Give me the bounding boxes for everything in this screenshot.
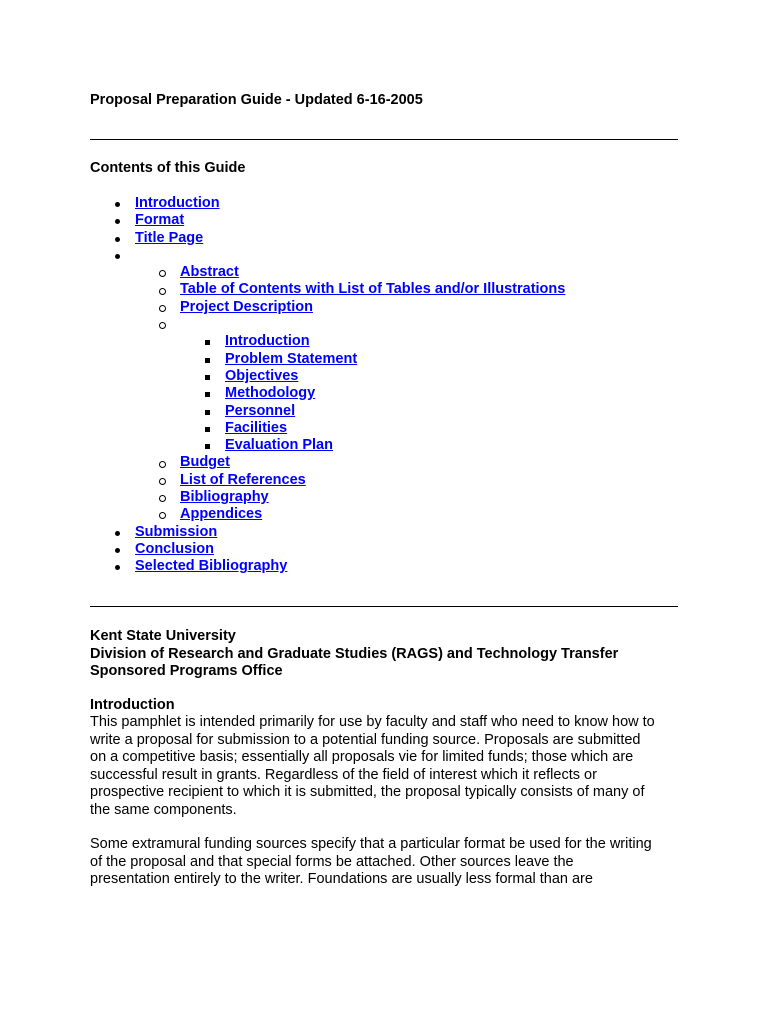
toc-link[interactable]: Conclusion bbox=[135, 540, 214, 557]
bullet-disc-icon bbox=[110, 541, 124, 558]
paragraph bbox=[90, 836, 680, 889]
toc-item[interactable] bbox=[90, 524, 678, 541]
toc-item[interactable] bbox=[90, 195, 678, 212]
toc-item[interactable] bbox=[90, 230, 678, 247]
toc-link[interactable]: Introduction bbox=[225, 333, 310, 350]
bullet-square-icon bbox=[200, 333, 214, 350]
bullet-circle-icon bbox=[155, 506, 169, 523]
paragraph-line: of the proposal and that special forms be attached. Other sources leave the bbox=[90, 853, 574, 870]
toc-item[interactable] bbox=[90, 541, 678, 558]
paragraph-line: the same components. bbox=[90, 801, 237, 818]
toc-link[interactable]: Personnel bbox=[225, 402, 296, 419]
bullet-square-icon bbox=[200, 437, 214, 454]
bullet-circle-icon bbox=[155, 472, 169, 489]
bullet-disc-icon bbox=[110, 524, 124, 541]
bullet-circle-icon bbox=[155, 299, 169, 316]
toc-item[interactable] bbox=[90, 281, 678, 298]
toc-link[interactable]: Budget bbox=[180, 454, 230, 471]
paragraph-line: presentation entirely to the writer. Foundations are usually less formal than are bbox=[90, 871, 593, 887]
toc-item[interactable] bbox=[90, 403, 678, 420]
bullet-disc-icon bbox=[110, 195, 124, 212]
organization-block bbox=[90, 628, 618, 681]
org-university: Kent State University bbox=[90, 628, 236, 644]
org-division: Division of Research and Graduate Studies (RAGS) and Technology Transfer bbox=[90, 645, 619, 662]
horizontal-rule bbox=[90, 606, 678, 607]
toc-link[interactable]: Appendices bbox=[180, 506, 263, 523]
section-heading: Introduction bbox=[90, 697, 175, 713]
toc-item[interactable] bbox=[90, 558, 678, 575]
toc-item[interactable] bbox=[90, 264, 678, 281]
toc-item bbox=[90, 247, 678, 264]
paragraph-line: on a competitive basis; essentially all proposals vie for limited funds; those which are bbox=[90, 749, 634, 765]
bullet-disc-icon bbox=[110, 247, 124, 264]
bullet-square-icon bbox=[200, 420, 214, 437]
table-of-contents bbox=[90, 195, 678, 576]
bullet-square-icon bbox=[200, 403, 214, 420]
horizontal-rule bbox=[90, 139, 678, 140]
bullet-circle-icon bbox=[155, 489, 169, 506]
toc-link[interactable]: Objectives bbox=[225, 367, 299, 384]
toc-item[interactable] bbox=[90, 212, 678, 229]
toc-item bbox=[90, 316, 678, 333]
bullet-square-icon bbox=[200, 351, 214, 368]
toc-link[interactable]: List of References bbox=[180, 471, 306, 488]
toc-link[interactable]: Facilities bbox=[225, 419, 288, 436]
toc-link[interactable]: Bibliography bbox=[180, 489, 269, 506]
page-title: Proposal Preparation Guide - Updated 6-16-2005 bbox=[90, 92, 423, 108]
toc-item[interactable] bbox=[90, 333, 678, 350]
bullet-circle-icon bbox=[155, 454, 169, 471]
contents-heading: Contents of this Guide bbox=[90, 160, 246, 176]
bullet-circle-icon bbox=[155, 264, 169, 281]
toc-item[interactable] bbox=[90, 385, 678, 402]
toc-item[interactable] bbox=[90, 420, 678, 437]
bullet-circle-icon bbox=[155, 281, 169, 298]
paragraph-line: Some extramural funding sources specify that a particular format be used for the writing bbox=[90, 836, 652, 852]
paragraph-line: successful result in grants. Regardless of the field of interest which it reflects or bbox=[90, 766, 597, 783]
toc-item[interactable] bbox=[90, 489, 678, 506]
paragraph-line: prospective recipient to which it is submitted, the proposal typically consists of many of bbox=[90, 784, 645, 800]
toc-item[interactable] bbox=[90, 299, 678, 316]
toc-item[interactable] bbox=[90, 351, 678, 368]
toc-item[interactable] bbox=[90, 472, 678, 489]
toc-link[interactable]: Abstract bbox=[180, 264, 239, 281]
toc-link[interactable]: Format bbox=[135, 212, 185, 229]
toc-link[interactable]: Table of Contents with List of Tables and/or Illustrations bbox=[180, 281, 566, 298]
toc-link[interactable]: Selected Bibliography bbox=[135, 558, 288, 575]
bullet-disc-icon bbox=[110, 558, 124, 575]
toc-link[interactable]: Methodology bbox=[225, 385, 316, 402]
toc-item[interactable] bbox=[90, 437, 678, 454]
toc-link[interactable]: Evaluation Plan bbox=[225, 437, 333, 454]
bullet-circle-icon bbox=[155, 316, 169, 333]
bullet-disc-icon bbox=[110, 212, 124, 229]
org-office: Sponsored Programs Office bbox=[90, 663, 283, 679]
bullet-square-icon bbox=[200, 385, 214, 402]
toc-item[interactable] bbox=[90, 368, 678, 385]
paragraph-line: This pamphlet is intended primarily for use by faculty and staff who need to know how to bbox=[90, 714, 655, 730]
bullet-disc-icon bbox=[110, 230, 124, 247]
toc-link[interactable]: Title Page bbox=[135, 229, 204, 246]
toc-link[interactable]: Problem Statement bbox=[225, 350, 358, 367]
toc-link[interactable]: Introduction bbox=[135, 195, 220, 211]
toc-link[interactable]: Submission bbox=[135, 523, 218, 540]
toc-item[interactable] bbox=[90, 506, 678, 523]
toc-link[interactable]: Project Description bbox=[180, 298, 313, 315]
toc-item[interactable] bbox=[90, 454, 678, 471]
paragraph-line: write a proposal for submission to a potential funding source. Proposals are submitted bbox=[90, 731, 641, 748]
bullet-square-icon bbox=[200, 368, 214, 385]
paragraph bbox=[90, 714, 680, 819]
